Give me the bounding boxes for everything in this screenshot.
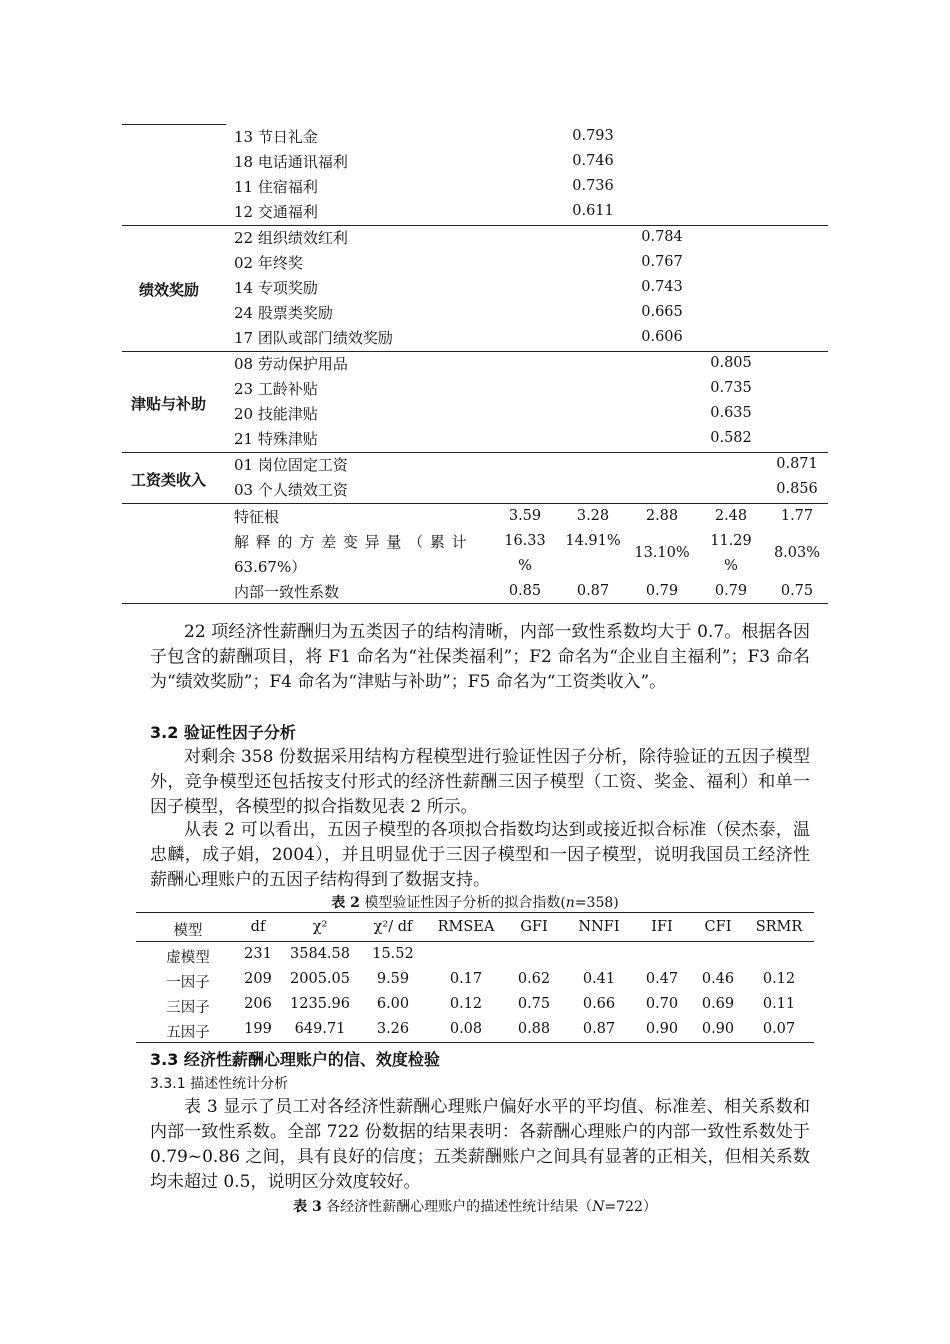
- table-cell: 0.46: [701, 971, 735, 987]
- section-heading: 3.3 经济性薪酬心理账户的信、效度检验: [150, 1050, 440, 1069]
- loading-value: 0.805: [710, 355, 752, 371]
- alpha-value: 0.85: [508, 583, 542, 599]
- paragraph: 22 项经济性薪酬归为五类因子的结构清晰，内部一致性系数均大于 0.7。根据各因子包含的薪酬项目，将 F1 命名为“社保类福利”；F2 命名为“企业自主福利”；F3 命名为“绩效奖励”；F4 命名为“津贴与补助”；F5 命名为“工资类收入”。: [150, 622, 810, 692]
- table2-caption-text: 模型验证性因子分析的拟合指数(: [359, 895, 566, 911]
- paragraph: 对剩余 358 份数据采用结构方程模型进行验证性因子分析，除待验证的五因子模型外，竞争模型还包括按支付形式的经济性薪酬三因子模型（工资、奖金、福利）和单一因子模型，各模型的拟合指数见表 2 所示。: [150, 747, 810, 817]
- eigen-value: 1.77: [780, 508, 814, 524]
- item-name: 17 团队或部门绩效奖励: [234, 329, 393, 347]
- table2-caption-label: 表 2: [331, 895, 360, 911]
- loading-value: 0.743: [641, 279, 683, 295]
- category-label: 工资类收入: [131, 471, 207, 489]
- column-header: NNFI: [578, 919, 620, 935]
- item-name: 13 节日礼金: [234, 128, 318, 146]
- alpha-label: 内部一致性系数: [234, 583, 340, 601]
- item-name: 03 个人绩效工资: [234, 481, 348, 499]
- loading-value: 0.784: [641, 229, 683, 245]
- table-cell: 0.07: [762, 1021, 796, 1037]
- table3-caption-text: 各经济性薪酬心理账户的描述性统计结果（: [321, 1199, 593, 1215]
- table2-bottom-rule: [136, 1042, 814, 1043]
- table-cell: 3.26: [376, 1021, 410, 1037]
- loading-value: 0.746: [572, 153, 614, 169]
- loading-value: 0.736: [572, 178, 614, 194]
- table-cell: 一因子: [166, 975, 210, 991]
- loading-value: 0.665: [641, 304, 683, 320]
- table-cell: 0.70: [645, 996, 679, 1012]
- table2-caption: [0, 892, 950, 912]
- section-heading: 3.2 验证性因子分析: [150, 723, 296, 742]
- group-rule: [122, 225, 828, 226]
- item-name: 18 电话通讯福利: [234, 153, 348, 171]
- table3-caption-label: 表 3: [293, 1199, 322, 1215]
- table-cell: 3584.58: [290, 946, 350, 962]
- table-cell: 209: [244, 971, 272, 987]
- table-cell: 虚模型: [166, 950, 210, 966]
- alpha-value: 0.75: [780, 583, 814, 599]
- loading-value: 0.635: [710, 405, 752, 421]
- table3-caption-n: N: [592, 1199, 605, 1215]
- alpha-value: 0.79: [645, 583, 679, 599]
- table-cell: 0.41: [582, 971, 616, 987]
- table-cell: 9.59: [376, 971, 410, 987]
- item-name: 08 劳动保护用品: [234, 355, 348, 373]
- table-cell: 三因子: [166, 1000, 210, 1016]
- table3-caption: [0, 1196, 950, 1216]
- column-header: SRMR: [755, 919, 803, 935]
- paragraph: 从表 2 可以看出，五因子模型的各项拟合指数均达到或接近拟合标准（侯杰泰，温忠麟，成子娟，2004），并且明显优于三因子模型和一因子模型，说明我国员工经济性薪酬心理账户的五因子结构得到了数据支持。: [150, 820, 810, 890]
- alpha-value: 0.79: [714, 583, 748, 599]
- loading-value: 0.582: [710, 430, 752, 446]
- table-cell: 0.75: [517, 996, 551, 1012]
- table-cell: 0.88: [517, 1021, 551, 1037]
- variance-label: 解 释 的 方 差 变 异 量 （ 累 计: [234, 533, 468, 551]
- table-cell: 199: [244, 1021, 272, 1037]
- table-cell: 2005.05: [290, 971, 350, 987]
- table-cell: 206: [244, 996, 272, 1012]
- item-name: 11 住宿福利: [234, 178, 318, 196]
- column-header: χ²: [312, 919, 328, 935]
- variance-value: 8.03%: [773, 545, 821, 561]
- table-cell: 0.08: [449, 1021, 483, 1037]
- subsection-heading: 3.3.1 描述性统计分析: [150, 1076, 289, 1092]
- item-name: 24 股票类奖励: [234, 304, 333, 322]
- table1-bottom-rule: [122, 603, 828, 604]
- column-header: GFI: [520, 919, 548, 935]
- table2-caption-tail: =358): [574, 895, 619, 911]
- variance-value: 11.29: [710, 533, 752, 549]
- loading-value: 0.767: [641, 254, 683, 270]
- loading-value: 0.793: [572, 128, 614, 144]
- table1-top-rule: [122, 124, 226, 125]
- table-cell: 1235.96: [290, 996, 350, 1012]
- item-name: 12 交通福利: [234, 203, 318, 221]
- eigen-value: 3.28: [576, 508, 610, 524]
- group-rule: [122, 351, 828, 352]
- table2-top-rule: [136, 912, 814, 913]
- item-name: 23 工龄补贴: [234, 380, 318, 398]
- table-cell: 0.62: [517, 971, 551, 987]
- table-cell: 五因子: [166, 1025, 210, 1041]
- table3-caption-tail: =722）: [604, 1199, 657, 1215]
- table-cell: 6.00: [376, 996, 410, 1012]
- item-name: 14 专项奖励: [234, 279, 318, 297]
- column-header: 模型: [173, 923, 203, 939]
- table-cell: 0.11: [762, 996, 796, 1012]
- table-cell: 0.90: [701, 1021, 735, 1037]
- item-name: 21 特殊津贴: [234, 430, 318, 448]
- table-cell: 649.71: [294, 1021, 346, 1037]
- group-rule: [122, 452, 828, 453]
- variance-value: 14.91%: [565, 533, 621, 549]
- table-cell: 0.90: [645, 1021, 679, 1037]
- alpha-value: 0.87: [576, 583, 610, 599]
- loading-value: 0.856: [776, 481, 818, 497]
- variance-value: %: [724, 558, 738, 574]
- variance-value: 16.33: [504, 533, 546, 549]
- table-cell: 231: [244, 946, 272, 962]
- eigen-value: 2.88: [645, 508, 679, 524]
- item-name: 01 岗位固定工资: [234, 456, 348, 474]
- column-header: CFI: [704, 919, 732, 935]
- table-cell: 0.12: [449, 996, 483, 1012]
- variance-value: 13.10%: [634, 545, 690, 561]
- loading-value: 0.606: [641, 329, 683, 345]
- column-header: IFI: [651, 919, 673, 935]
- table-cell: 0.17: [449, 971, 483, 987]
- group-rule: [122, 503, 828, 504]
- table-cell: 0.66: [582, 996, 616, 1012]
- category-label: 津贴与补助: [131, 395, 207, 413]
- paragraph: 表 3 显示了员工对各经济性薪酬心理账户偏好水平的平均值、标准差、相关系数和内部一致性系数。全部 722 份数据的结果表明：各薪酬心理账户的内部一致性系数处于 0.79~0.86 之间，具有良好的信度；五类薪酬账户之间具有显著的正相关，但相关系数均未超过 0.5，说明区分效度较好。: [150, 1097, 810, 1192]
- column-header: χ²/ df: [373, 919, 413, 935]
- item-name: 20 技能津贴: [234, 405, 318, 423]
- table-cell: 15.52: [372, 946, 414, 962]
- loading-value: 0.735: [710, 380, 752, 396]
- loading-value: 0.871: [776, 456, 818, 472]
- variance-label: 63.67%）: [234, 558, 307, 576]
- item-name: 22 组织绩效红利: [234, 229, 348, 247]
- eigen-value: 2.48: [714, 508, 748, 524]
- table-cell: 0.69: [701, 996, 735, 1012]
- column-header: df: [250, 919, 266, 935]
- column-header: RMSEA: [437, 919, 495, 935]
- table-cell: 0.12: [762, 971, 796, 987]
- eigen-value: 3.59: [508, 508, 542, 524]
- variance-value: %: [518, 558, 532, 574]
- eigen-label: 特征根: [234, 508, 280, 526]
- category-label: 绩效奖励: [139, 281, 200, 299]
- loading-value: 0.611: [572, 203, 614, 219]
- table-cell: 0.47: [645, 971, 679, 987]
- table2-header-rule: [136, 941, 814, 942]
- table-cell: 0.87: [582, 1021, 616, 1037]
- item-name: 02 年终奖: [234, 254, 303, 272]
- table2-caption-n: n: [565, 895, 575, 911]
